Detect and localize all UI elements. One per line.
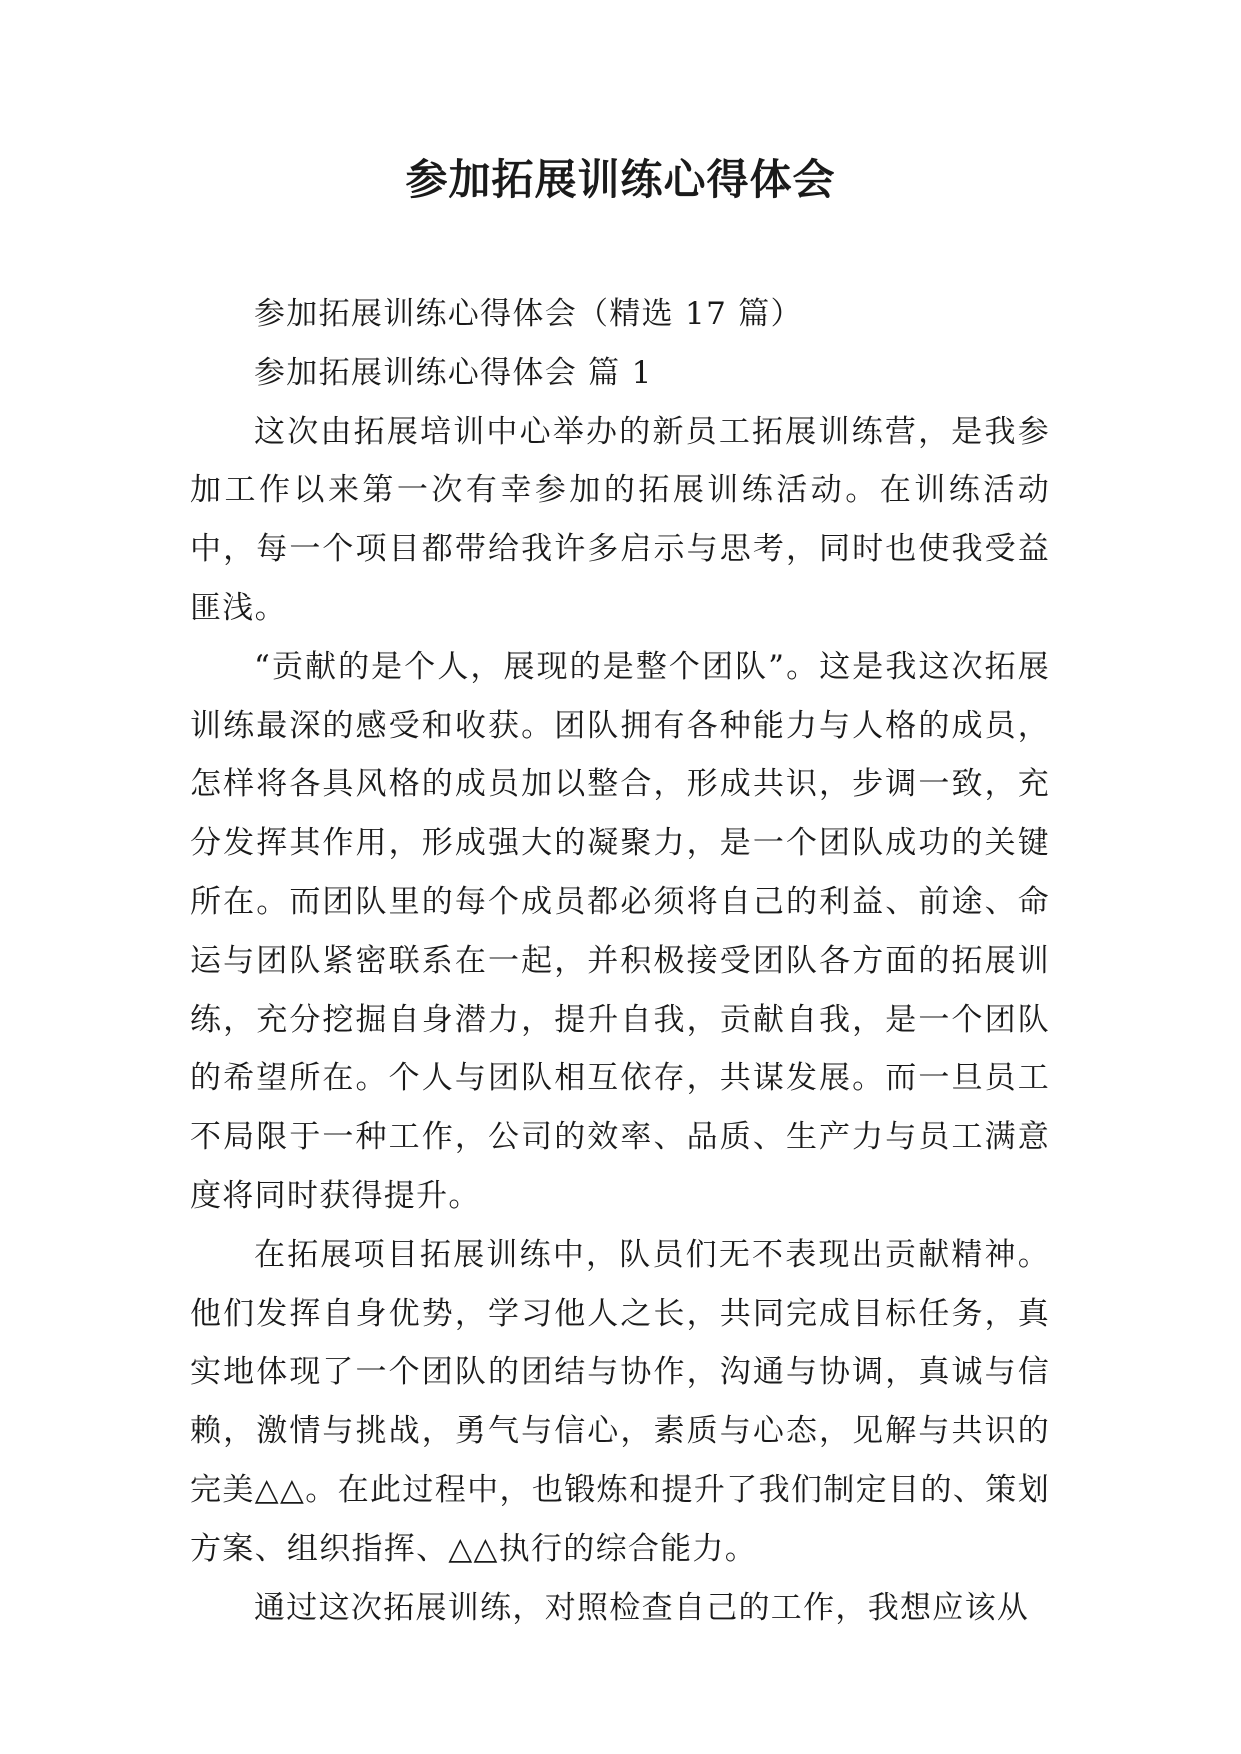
paragraph-section-heading: 参加拓展训练心得体会 篇 1 bbox=[254, 354, 653, 391]
paragraph: “贡献的是个人，展现的是整个团队”。这是我这次拓展训练最深的感受和收获。团队拥有各种能力与人格的成员，怎样将各具风格的成员加以整合，形成共识，步调一致，充分发挥其作用，形成强大的凝聚力，是一个团队成功的关键所在。而团队里的每个成员都必须将自己的利益、前途、命运与团队紧密联系在一起，并积极接受团队各方面的拓展训练，充分挖掘自身潜力，提升自我，贡献自我，是一个团队的希望所在。个人与团队相互依存，共谋发展。而一旦员工不局限于一种工作，公司的效率、品质、生产力与员工满意度将同时获得提升。 bbox=[190, 648, 1050, 1214]
paragraph: 这次由拓展培训中心举办的新员工拓展训练营，是我参加工作以来第一次有幸参加的拓展训练活动。在训练活动中，每一个项目都带给我许多启示与思考，同时也使我受益匪浅。 bbox=[190, 413, 1050, 626]
document-body bbox=[190, 285, 1050, 1637]
paragraph-subtitle: 参加拓展训练心得体会（精选 17 篇） bbox=[254, 296, 803, 332]
paragraph: 在拓展项目拓展训练中，队员们无不表现出贡献精神。他们发挥自身优势，学习他人之长，共同完成目标任务，真实地体现了一个团队的团结与协作，沟通与协调，真诚与信赖，激情与挑战，勇气与信心，素质与心态，见解与共识的完美△△。在此过程中，也锻炼和提升了我们制定目的、策划方案、组织指挥、△△执行的综合能力。 bbox=[190, 1236, 1050, 1567]
document-title: 参加拓展训练心得体会 bbox=[405, 155, 836, 204]
paragraph: 通过这次拓展训练，对照检查自己的工作，我想应该从 bbox=[254, 1589, 1030, 1626]
